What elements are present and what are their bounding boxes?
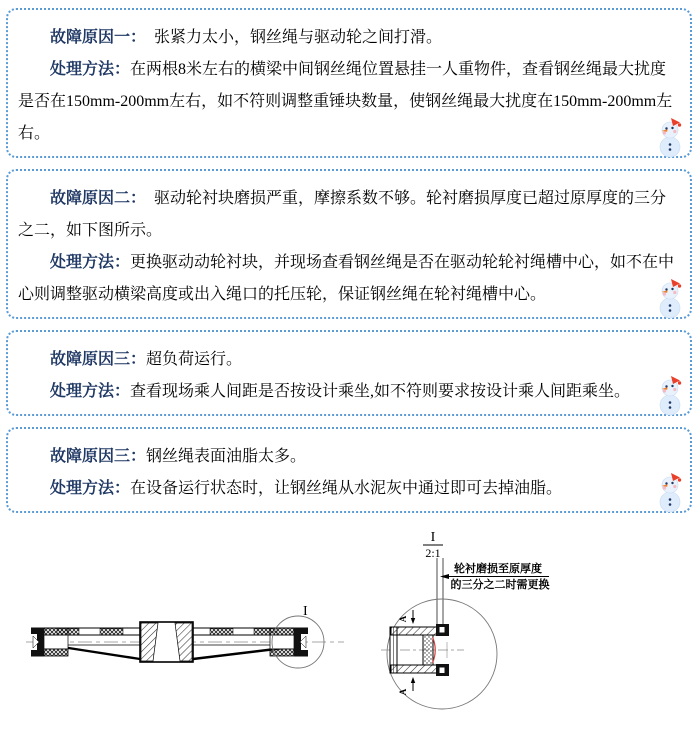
detail-callout-label: I	[303, 604, 308, 619]
method-text: 查看现场乘人间距是否按设计乘坐,如不符则要求按设计乘人间距乘坐。	[130, 383, 631, 400]
fault-note-box-2	[6, 169, 692, 319]
method-paragraph	[18, 54, 678, 150]
cause-paragraph	[18, 183, 678, 247]
detail-scale-label: 2:1	[425, 546, 441, 560]
method-label: 处理方法：	[50, 480, 131, 497]
fault-note-box-3	[6, 330, 692, 416]
rim-detail-section	[381, 624, 464, 676]
wheel-section-view	[26, 604, 344, 668]
detail-ref-label: I	[430, 530, 436, 545]
cause-label: 故障原因三：	[50, 448, 147, 465]
pulley-wear-diagram	[0, 524, 698, 728]
cause-label: 故障原因三：	[50, 351, 147, 368]
cause-paragraph	[18, 22, 678, 54]
method-paragraph	[18, 473, 678, 505]
fault-note-box-1	[6, 8, 692, 158]
method-text: 在设备运行状态时，让钢丝绳从水泥灰中通过即可去掉油脂。	[130, 480, 563, 497]
method-label: 处理方法：	[50, 61, 131, 78]
cause-label: 故障原因一：	[50, 29, 139, 46]
cause-label: 故障原因二：	[50, 190, 139, 207]
cause-paragraph	[18, 344, 678, 376]
method-text: 更换驱动动轮衬块，并现场查看钢丝绳是否在驱动轮轮衬绳槽中心，如不在中心则调整驱动横梁高度或出入绳口的托压轮，保证钢丝绳在轮衬绳槽中心。	[18, 254, 675, 303]
wear-note-line1: 轮衬磨损至原厚度	[454, 563, 542, 575]
cause-text: 驱动轮衬块磨损严重，摩擦系数不够。轮衬磨损厚度已超过原厚度的三分之二，如下图所示。	[18, 190, 667, 239]
method-paragraph	[18, 247, 678, 311]
section-label-bottom: A	[398, 688, 408, 696]
left-rim	[31, 628, 68, 657]
wear-note-line2: 的三分之二时需更换	[450, 579, 550, 591]
method-label: 处理方法：	[50, 254, 131, 271]
cause-paragraph	[18, 441, 678, 473]
wheel-lining-block	[423, 635, 433, 665]
method-paragraph	[18, 376, 678, 408]
cause-text: 张紧力太小，钢丝绳与驱动轮之间打滑。	[138, 29, 443, 46]
method-text: 在两根8米左右的横梁中间钢丝绳位置悬挂一人重物件，查看钢丝绳最大扰度是否在150mm-200mm左右，如不符则调整重锤块数量，使钢丝绳最大扰度在150mm-200mm左右。	[18, 61, 673, 142]
cause-text: 超负荷运行。	[146, 351, 243, 368]
section-label-top: A	[398, 615, 408, 623]
section-arrow-bottom	[398, 677, 415, 695]
right-rim	[270, 628, 308, 657]
detail-view	[381, 530, 550, 709]
leader-arrowhead	[440, 574, 449, 579]
cause-text: 钢丝绳表面油脂太多。	[146, 448, 307, 465]
fault-note-box-4	[6, 427, 692, 513]
wheel-hub	[140, 622, 193, 662]
method-label: 处理方法：	[50, 383, 131, 400]
